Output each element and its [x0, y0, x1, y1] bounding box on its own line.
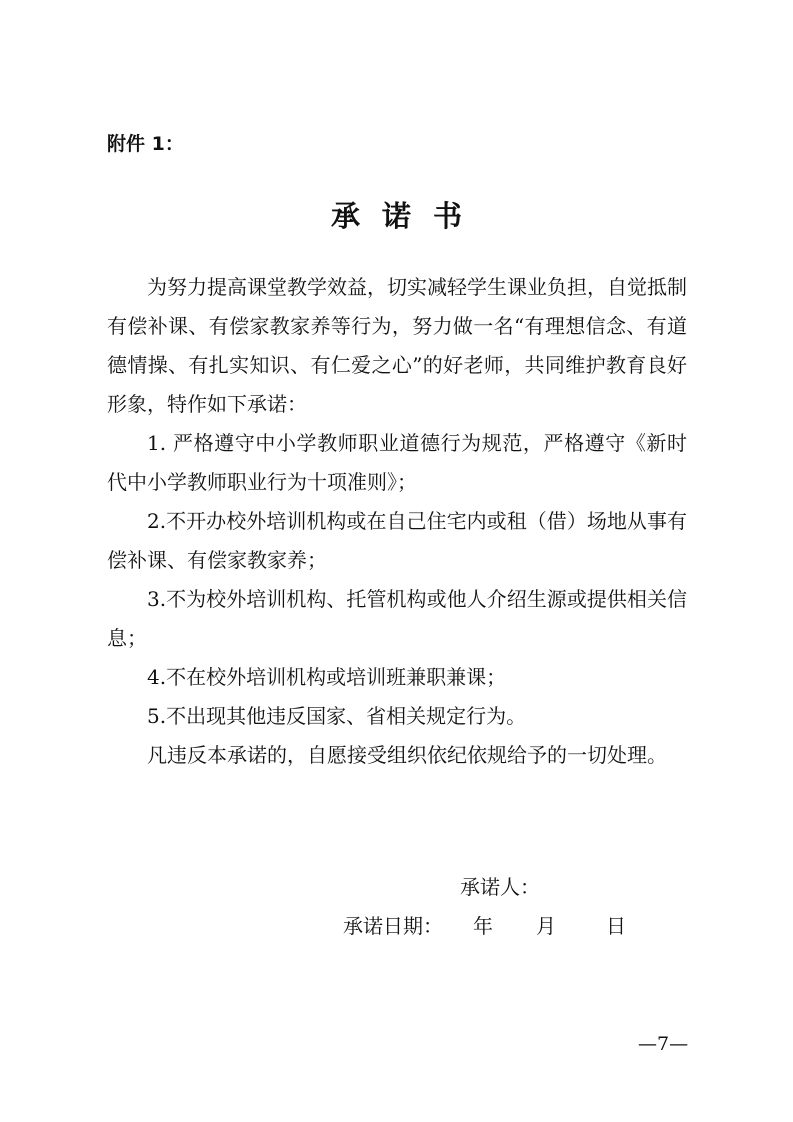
closing-paragraph: 凡违反本承诺的，自愿接受组织依纪依规给予的一切处理。	[147, 743, 667, 767]
commitment-item-5: 5.不出现其他违反国家、省相关规定行为。	[147, 704, 527, 728]
commitment-item-1: 1. 严格遵守中小学教师职业道德行为规范，严格遵守《新时代中小学教师职业行为十项准则》；	[107, 431, 687, 494]
commitment-item-3: 3.不为校外培训机构、托管机构或他人介绍生源或提供相关信息；	[107, 587, 687, 650]
document-title: 承诺书	[330, 199, 484, 233]
intro-paragraph: 为努力提高课堂教学效益，切实减轻学生课业负担，自觉抵制有偿补课、有偿家教家养等行为，努力做一名“有理想信念、有道德情操、有扎实知识、有仁爱之心”的好老师，共同维护教育良好形象，特作如下承诺：	[107, 275, 687, 416]
signing-date-label: 承诺日期：	[343, 914, 443, 938]
signer-label: 承诺人：	[460, 875, 540, 899]
attachment-label: 附件 1：	[107, 133, 184, 155]
commitment-item-4: 4.不在校外培训机构或培训班兼职兼课；	[147, 665, 507, 689]
signing-date-line	[343, 912, 626, 940]
year-label: 年	[473, 914, 493, 938]
page-number: —7—	[638, 1033, 689, 1055]
document-body	[107, 268, 687, 775]
commitment-item-2: 2.不开办校外培训机构或在自己住宅内或租（借）场地从事有偿补课、有偿家教家养；	[107, 509, 687, 572]
month-label: 月	[536, 914, 556, 938]
day-label: 日	[606, 914, 626, 938]
